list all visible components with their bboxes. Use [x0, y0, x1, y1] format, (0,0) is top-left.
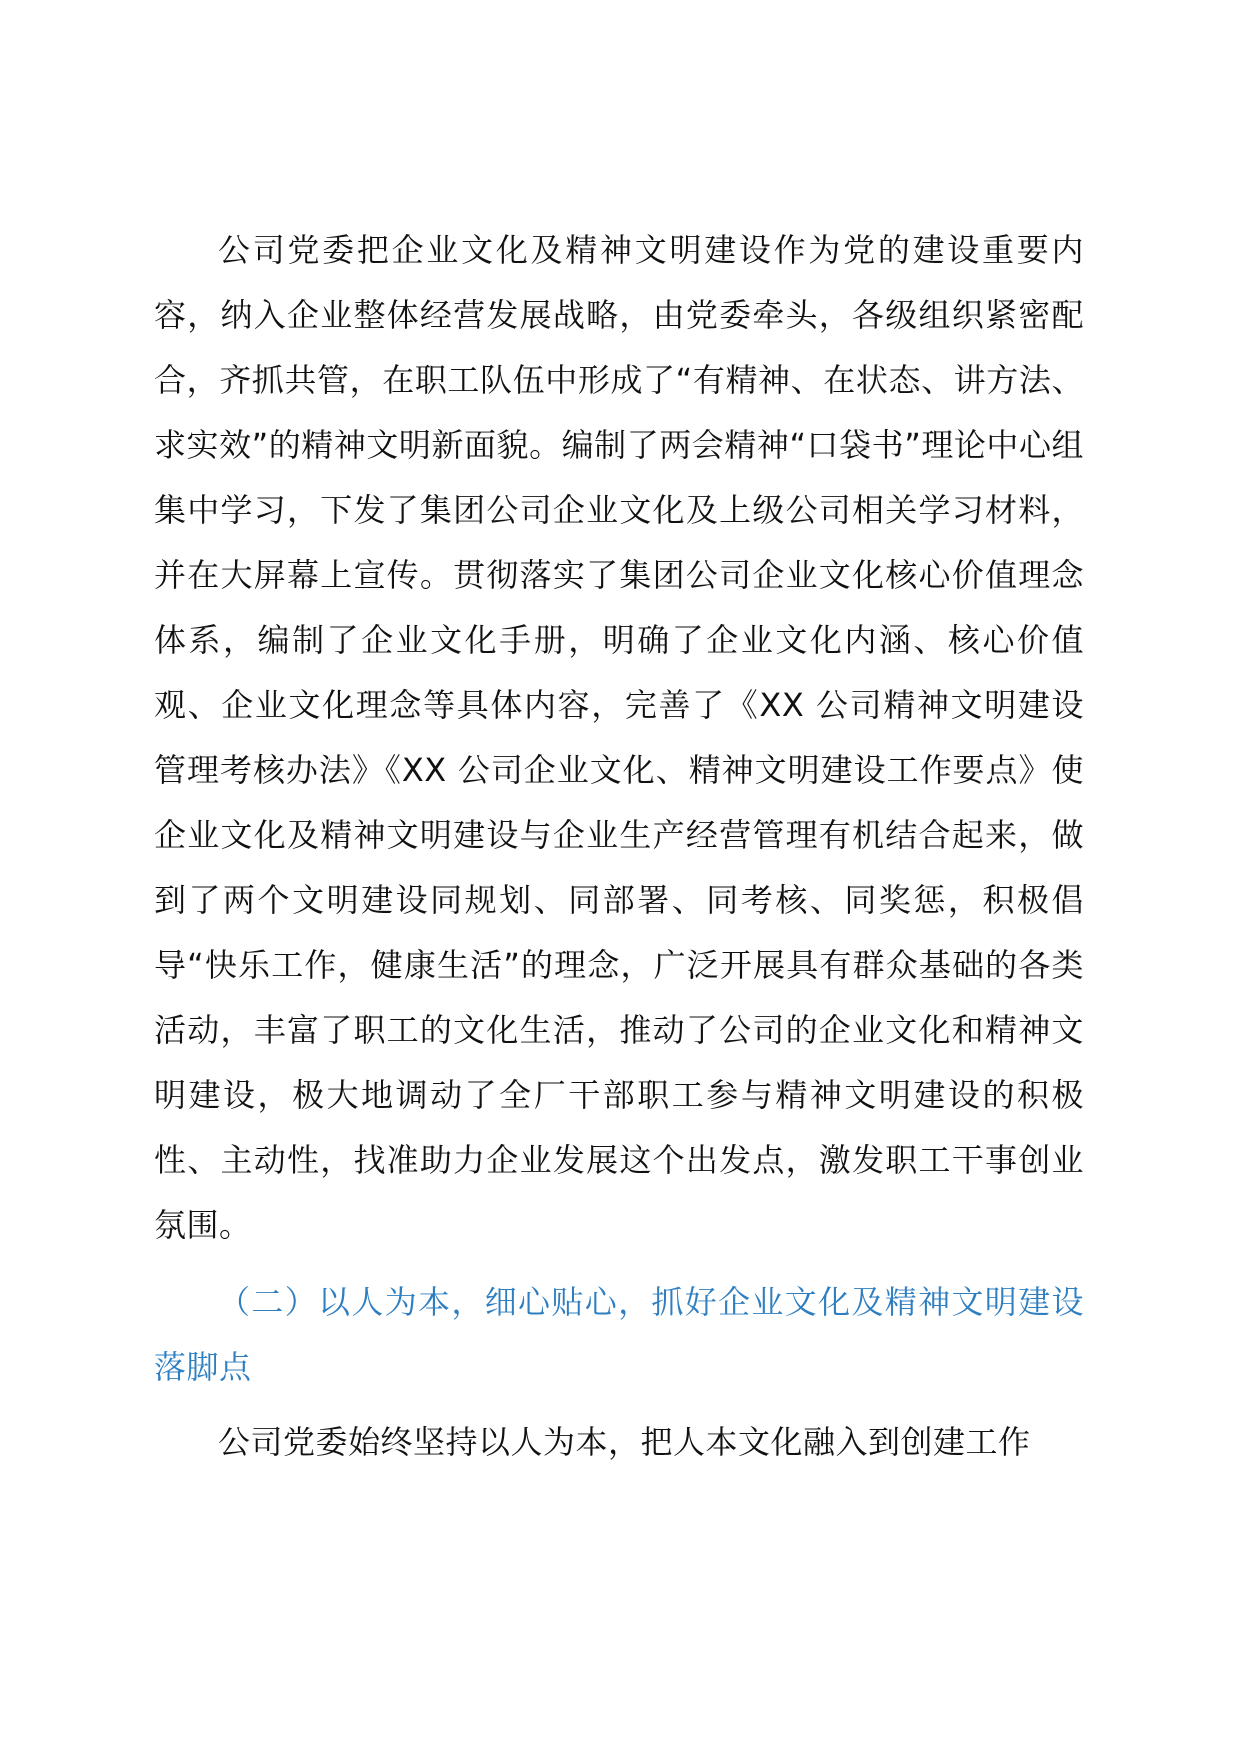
section-heading: （二）以人为本，细心贴心，抓好企业文化及精神文明建设落脚点 — [154, 1283, 1084, 1386]
body-paragraph-continued: 公司党委始终坚持以人为本，把人本文化融入到创建工作 — [218, 1423, 1031, 1461]
document-body — [154, 218, 1084, 1475]
body-paragraph: 公司党委把企业文化及精神文明建设作为党的建设重要内容，纳入企业整体经营发展战略，由党委牵头，各级组织紧密配合，齐抓共管，在职工队伍中形成了“有精神、在状态、讲方法、求实效”的精神文明新面貌。编制了两会精神“口袋书”理论中心组集中学习，下发了集团公司企业文化及上级公司相关学习材料，并在大屏幕上宣传。贯彻落实了集团公司企业文化核心价值理念体系，编制了企业文化手册，明确了企业文化内涵、核心价值观、企业文化理念等具体内容，完善了《XX 公司精神文明建设管理考核办法》《XX 公司企业文化、精神文明建设工作要点》使企业文化及精神文明建设与企业生产经营管理有机结合起来，做到了两个文明建设同规划、同部署、同考核、同奖惩，积极倡导“快乐工作，健康生活”的理念，广泛开展具有群众基础的各类活动，丰富了职工的文化生活，推动了公司的企业文化和精神文明建设，极大地调动了全厂干部职工参与精神文明建设的积极性、主动性，找准助力企业发展这个出发点，激发职工干事创业氛围。 — [154, 231, 1084, 1244]
